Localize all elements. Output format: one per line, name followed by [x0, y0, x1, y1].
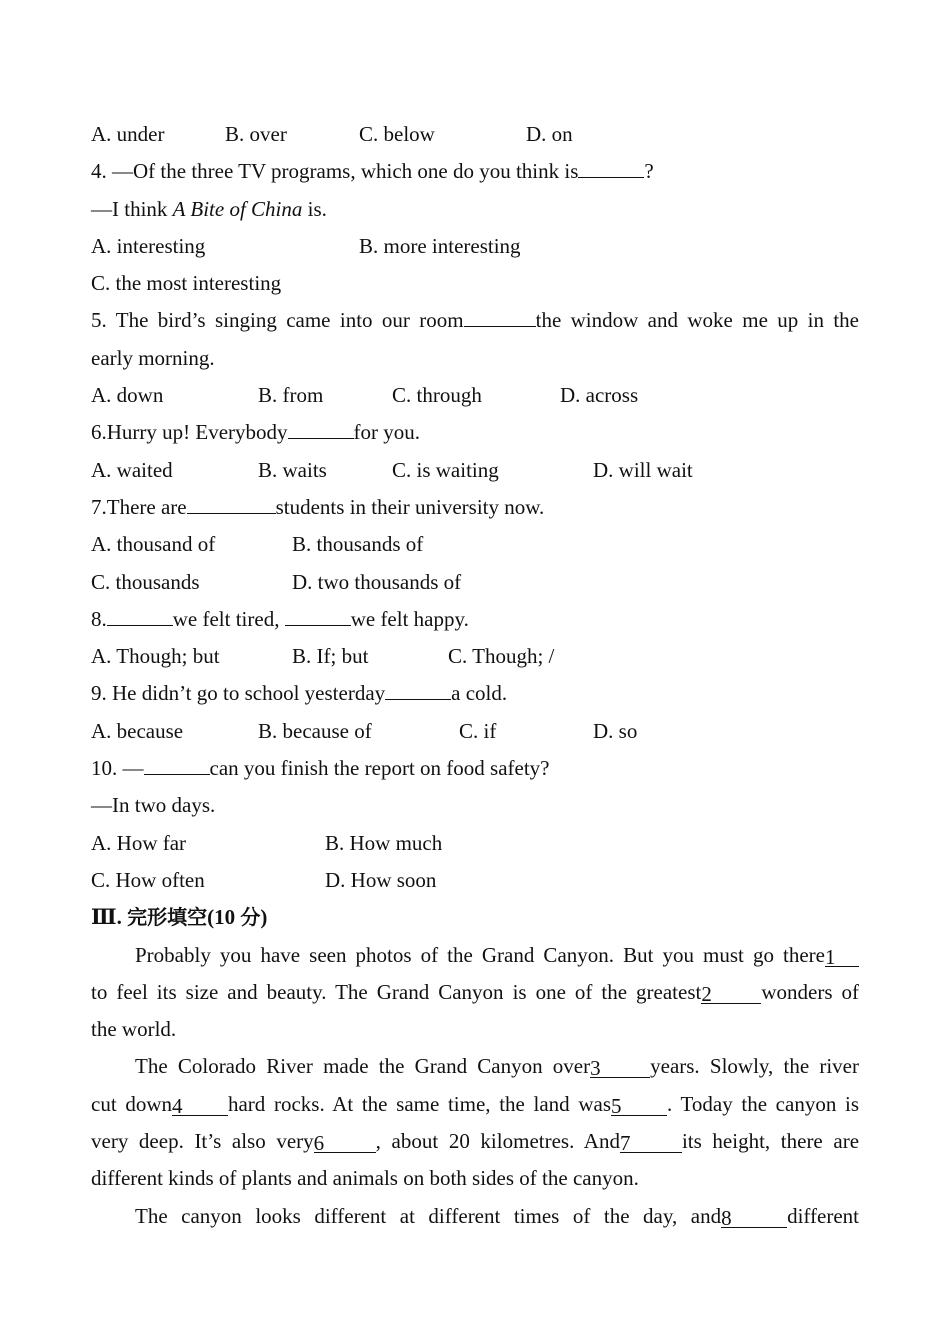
q4-stem-text: 4. —Of the three TV programs, which one do you think is — [91, 159, 579, 184]
cloze-number: 8 — [721, 1205, 732, 1230]
passage-text: , about 20 kilometres. And — [375, 1129, 620, 1154]
answer-blank — [288, 416, 354, 439]
q4-option-c: C. the most interesting — [91, 271, 282, 296]
q7-option-d: D. two thousands of — [292, 569, 462, 594]
passage-text: different kinds of plants and animals on both sides of the canyon. — [91, 1166, 639, 1191]
section-title: 完形填空 — [127, 905, 208, 930]
q5-option-d: D. across — [560, 383, 639, 408]
q8-stem — [91, 601, 859, 638]
q6-stem — [91, 414, 859, 451]
q10-answer-text: —In two days. — [91, 793, 216, 818]
q9-option-b: B. because of — [258, 718, 372, 743]
cloze-blank-2 — [701, 981, 761, 1004]
passage-line — [91, 1048, 859, 1085]
q9-stem — [91, 675, 859, 712]
cloze-blank-4 — [172, 1093, 228, 1116]
answer-blank — [107, 603, 173, 626]
cloze-number: 5 — [611, 1093, 622, 1118]
q5-stem-a: 5. The bird’s singing came into our room — [91, 308, 464, 333]
section-score-end: ) — [260, 905, 268, 930]
q6-stem-b: for you. — [353, 420, 421, 445]
q10-option-d: D. How soon — [325, 867, 437, 892]
q8-options — [91, 638, 859, 675]
q10-stem-b: can you finish the report on food safety? — [209, 756, 550, 781]
q9-stem-a: 9. He didn’t go to school yesterday — [91, 681, 386, 706]
passage-text: . Today the canyon is — [667, 1091, 859, 1116]
q5-stem-cont — [91, 340, 859, 377]
q9-stem-b: a cold. — [451, 681, 508, 706]
q4-stem — [91, 153, 859, 190]
passage-text: its height, there are — [681, 1129, 860, 1154]
q10-options-row2 — [91, 862, 859, 899]
passage-text: cut down — [91, 1091, 172, 1116]
q4-answer-title: A Bite of China — [172, 196, 303, 221]
passage-text: different — [787, 1203, 859, 1228]
q7-stem-a: 7.There are — [91, 494, 187, 519]
q7-option-b: B. thousands of — [292, 532, 424, 557]
q8-stem-a: 8. — [91, 606, 107, 631]
q6-stem-a: 6.Hurry up! Everybody — [91, 420, 288, 445]
q3-options — [91, 116, 859, 153]
q4-option-b: B. more interesting — [359, 233, 521, 258]
q5-option-c: C. through — [392, 383, 482, 408]
cloze-number: 6 — [313, 1131, 325, 1156]
q4-stem-end: ? — [644, 159, 654, 184]
q9-option-a: A. because — [91, 718, 184, 743]
q9-option-c: C. if — [459, 718, 497, 743]
q7-stem — [91, 489, 859, 526]
passage-text: The Colorado River made the Grand Canyon over — [135, 1054, 591, 1079]
q6-option-d: D. will wait — [593, 457, 693, 482]
q3-option-a: A. under — [91, 122, 165, 146]
q6-option-c: C. is waiting — [392, 457, 499, 482]
passage-line — [91, 937, 859, 974]
q5-stem-b: the window and woke me up in the — [535, 308, 859, 333]
q8-option-c: C. Though; / — [448, 644, 555, 669]
section-heading — [91, 899, 859, 936]
passage-text: to feel its size and beauty. The Grand Canyon is one of the greatest — [91, 979, 702, 1004]
cloze-number: 7 — [619, 1131, 631, 1156]
q10-stem — [91, 750, 859, 787]
q3-option-d: D. on — [526, 122, 573, 146]
q8-stem-b: we felt tired, — [172, 606, 285, 631]
cloze-blank-7 — [619, 1130, 682, 1156]
cloze-blank-6 — [313, 1130, 376, 1156]
q4-answer-suffix: is. — [302, 196, 327, 221]
q8-stem-c: we felt happy. — [350, 606, 469, 631]
section-score-unit: 分 — [240, 905, 261, 930]
q10-stem-a: 10. — — [91, 756, 144, 781]
q5-stem-c: early morning. — [91, 345, 215, 370]
cloze-blank-1 — [825, 944, 859, 967]
q9-option-d: D. so — [593, 718, 638, 743]
q4-answer-prefix: —I think — [91, 196, 173, 221]
q10-options-row1 — [91, 825, 859, 862]
cloze-blank-3 — [590, 1055, 650, 1081]
passage-line — [91, 1123, 859, 1160]
q3-option-c: C. below — [359, 122, 435, 146]
q5-option-a: A. down — [91, 383, 164, 408]
q10-answer — [91, 787, 859, 824]
passage-text: Probably you have seen photos of the Grand Canyon. But you must go there — [135, 942, 825, 967]
section-numeral: Ⅲ. — [91, 905, 128, 930]
q3-option-b: B. over — [225, 122, 287, 146]
answer-blank — [285, 603, 351, 626]
q10-option-a: A. How far — [91, 830, 187, 855]
passage-text: wonders of — [761, 979, 859, 1004]
q4-answer — [91, 191, 859, 228]
passage-line — [91, 1086, 859, 1123]
q8-option-b: B. If; but — [292, 644, 369, 669]
q5-option-b: B. from — [258, 383, 324, 408]
cloze-blank-8 — [721, 1205, 787, 1228]
q4-options-row2 — [91, 265, 859, 302]
cloze-number: 1 — [825, 944, 836, 969]
cloze-blank-5 — [611, 1093, 667, 1116]
answer-blank — [144, 752, 210, 775]
passage-line — [91, 1011, 859, 1048]
q7-options-row1 — [91, 526, 859, 563]
answer-blank — [578, 155, 644, 178]
section-score: (10 — [207, 905, 241, 930]
q7-option-a: A. thousand of — [91, 532, 216, 557]
answer-blank — [385, 677, 451, 700]
q6-option-b: B. waits — [258, 457, 327, 482]
q7-options-row2 — [91, 564, 859, 601]
passage-text: hard rocks. At the same time, the land was — [227, 1091, 611, 1116]
passage-text: The canyon looks different at different times of the day, and — [135, 1203, 722, 1228]
q5-options — [91, 377, 859, 414]
passage-text: the world. — [91, 1017, 177, 1042]
passage-text: very deep. It’s also very — [91, 1129, 314, 1154]
q7-stem-b: students in their university now. — [275, 494, 545, 519]
passage-line — [91, 974, 859, 1011]
cloze-number: 3 — [590, 1056, 601, 1081]
q10-option-b: B. How much — [325, 830, 443, 855]
answer-blank — [187, 491, 276, 514]
q9-options — [91, 713, 859, 750]
passage-line — [91, 1198, 859, 1235]
q10-option-c: C. How often — [91, 867, 205, 892]
q7-option-c: C. thousands — [91, 569, 200, 594]
q6-options — [91, 452, 859, 489]
cloze-number: 2 — [701, 981, 712, 1006]
q4-option-a: A. interesting — [91, 233, 206, 258]
q6-option-a: A. waited — [91, 457, 173, 482]
passage-text: years. Slowly, the river — [650, 1054, 859, 1079]
cloze-number: 4 — [171, 1093, 183, 1118]
exam-page — [91, 116, 859, 1235]
q5-stem — [91, 302, 859, 339]
q8-option-a: A. Though; but — [91, 644, 220, 669]
passage-line — [91, 1160, 859, 1197]
q4-options-row1 — [91, 228, 859, 265]
answer-blank — [464, 304, 536, 327]
